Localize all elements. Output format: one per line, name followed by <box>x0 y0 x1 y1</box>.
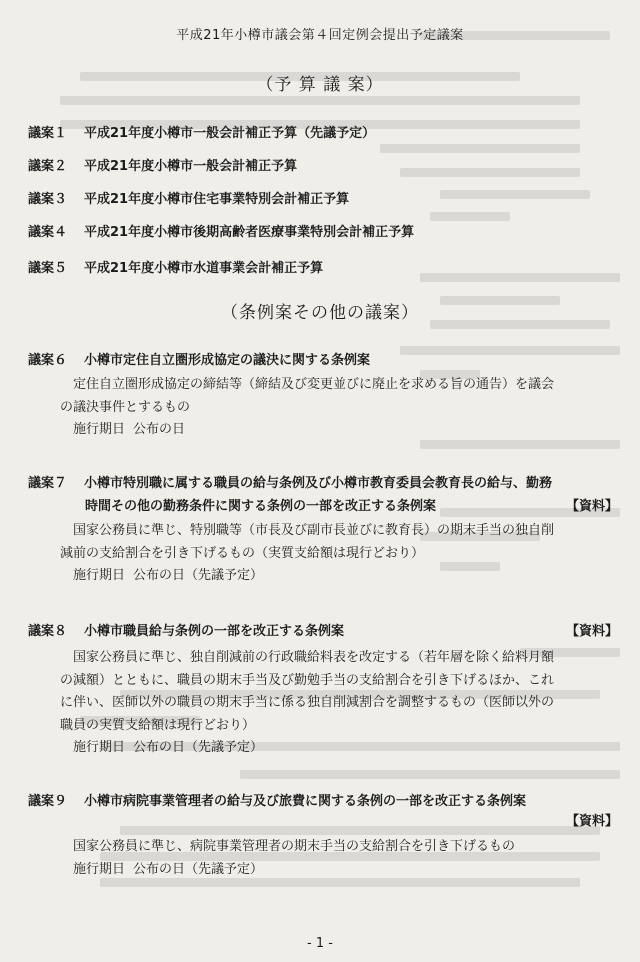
ordinance-item-7-heading <box>28 472 618 491</box>
effective-date <box>60 737 620 760</box>
ordinance-item-7-heading-cont: 時間その他の勤務条件に関する条例の一部を改正する条例案 <box>85 499 437 514</box>
section-heading-budget: （予 算 議 案） <box>256 75 384 95</box>
reference-tag: 【資料】 <box>565 499 618 514</box>
item-title: 小樽市定住自立圏形成協定の議決に関する条例案 <box>84 353 371 368</box>
item-title: 小樽市病院事業管理者の給与及び旅費に関する条例の一部を改正する条例案 <box>84 794 527 809</box>
effective-value: 公布の日（先議予定） <box>133 568 264 583</box>
item-number: 議案７ <box>28 476 68 491</box>
item-description: 定住自立圏形成協定の締結等（締結及び変更並びに廃止を求める旨の通告）を議会 の議決事件とするもの <box>60 377 555 415</box>
item-number: 議案１ <box>28 126 68 141</box>
reference-tag: 【資料】 <box>565 814 618 829</box>
item-name: 平成21年度小樽市水道事業会計補正予算 <box>84 261 324 276</box>
budget-item-2 <box>28 155 618 174</box>
effective-date <box>60 859 620 882</box>
item-title: 小樽市職員給与条例の一部を改正する条例案 <box>84 624 345 639</box>
effective-date <box>60 565 620 588</box>
page-title: 平成21年小樽市議会第４回定例会提出予定議案 <box>176 28 464 43</box>
item-number: 議案３ <box>28 192 68 207</box>
item-number: 議案６ <box>28 353 68 368</box>
item-number: 議案５ <box>28 261 68 276</box>
budget-item-4 <box>28 221 618 240</box>
item-name: 平成21年度小樽市住宅事業特別会計補正予算 <box>84 192 350 207</box>
ordinance-item-6-body <box>60 374 620 442</box>
ordinance-item-8-body <box>60 647 620 760</box>
effective-label: 施行期日 <box>73 861 126 877</box>
budget-item-3 <box>28 188 618 207</box>
page-number: - 1 - <box>307 936 333 951</box>
item-number: 議案９ <box>28 794 68 809</box>
item-description: 国家公務員に準じ、病院事業管理者の期末手当の支給割合を引き下げるもの <box>73 839 516 854</box>
item-title: 小樽市特別職に属する職員の給与条例及び小樽市教育委員会教育長の給与、勤務 <box>84 476 553 491</box>
budget-item-1 <box>28 122 618 141</box>
item-description: 国家公務員に準じ、独自削減前の行政職給料表を改定する（若年層を除く給料月額 の減額）とともに、職員の期末手当及び勤勉手当の支給割合を引き下げるほか、これ に伴い、医師以外の職員の期末手当に係る独自削減割合を調整するもの（医師以外の 職員の実質支給額は現行どおり） <box>60 650 555 733</box>
ordinance-item-9-heading <box>28 790 618 809</box>
effective-label: 施行期日 <box>73 422 126 437</box>
item-number: 議案２ <box>28 159 68 174</box>
ordinance-item-6-heading <box>28 349 618 368</box>
effective-label: 施行期日 <box>73 740 126 755</box>
item-number: 議案４ <box>28 225 68 240</box>
ordinance-item-8-heading <box>28 620 618 639</box>
effective-value: 公布の日 <box>133 422 186 437</box>
ordinance-item-9-body <box>60 836 620 881</box>
budget-item-5 <box>28 257 618 276</box>
item-description: 国家公務員に準じ、特別職等（市長及び副市長並びに教育長）の期末手当の独自削 減前の支給割合を引き下げるもの（実質支給額は現行どおり） <box>60 523 555 561</box>
effective-label: 施行期日 <box>73 568 126 583</box>
reference-tag: 【資料】 <box>565 624 618 639</box>
item-name: 平成21年度小樽市一般会計補正予算 <box>84 159 298 174</box>
item-number: 議案８ <box>28 624 68 639</box>
effective-value: 公布の日（先議予定） <box>133 861 264 877</box>
ordinance-item-7-body <box>60 520 620 588</box>
effective-value: 公布の日（先議予定） <box>133 740 264 755</box>
section-heading-ordinance: （条例案その他の議案） <box>221 303 419 323</box>
item-name: 平成21年度小樽市一般会計補正予算（先議予定） <box>84 126 376 141</box>
effective-date <box>60 419 620 442</box>
item-name: 平成21年度小樽市後期高齢者医療事業特別会計補正予算 <box>84 225 415 240</box>
